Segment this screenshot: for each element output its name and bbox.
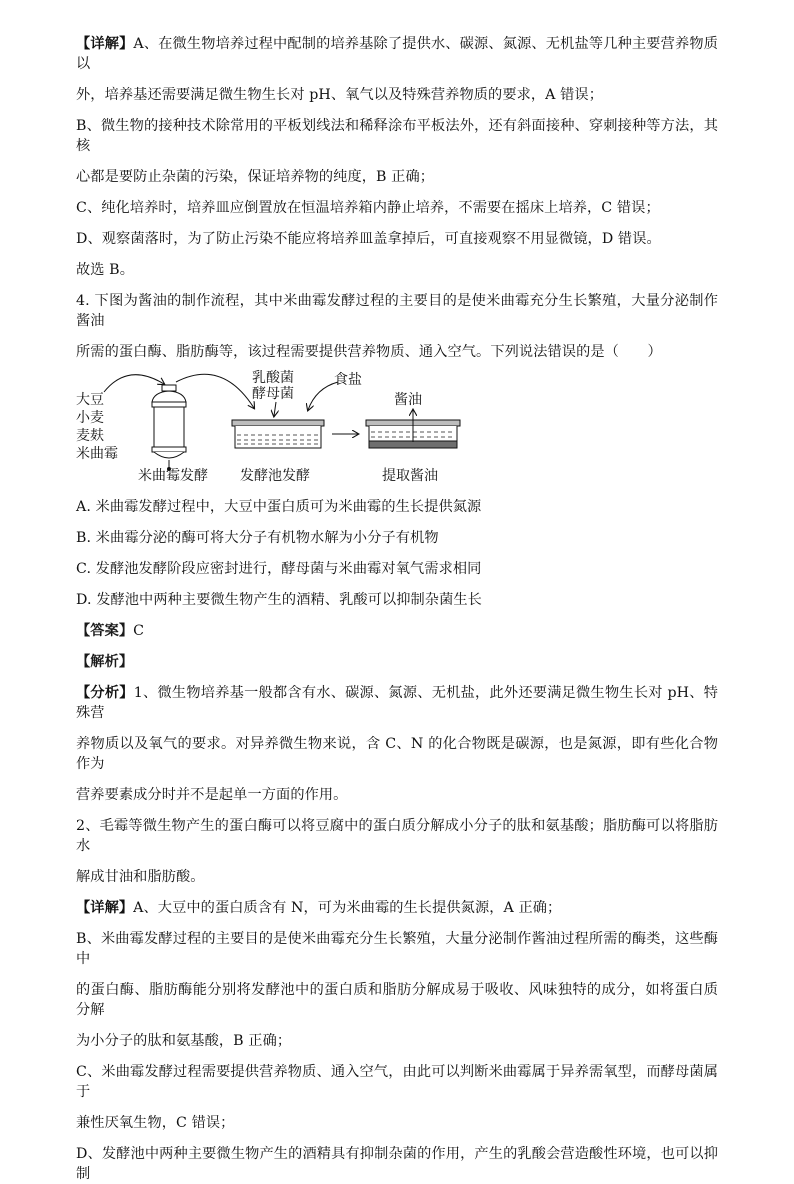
answer-tag: 【答案】 — [76, 623, 134, 639]
option-a: A. 米曲霉发酵过程中，大豆中蛋白质可为米曲霉的生长提供氮源 — [76, 499, 482, 515]
detail-tag: 【详解】 — [76, 900, 134, 916]
answer-line — [76, 621, 718, 641]
ingredients-list — [76, 391, 118, 463]
detail-c — [76, 1062, 718, 1133]
text-line: 养物质以及氧气的要求。对异养微生物来说，含 C、N 的化合物既是碳源，也是氮源，即有些化合物作为 — [76, 736, 718, 772]
text-line: 兼性厌氧生物，C 错误； — [76, 1115, 235, 1131]
text-line: A、在微生物培养过程中配制的培养基除了提供水、碳源、氮源、无机盐等几种主要营养物质以 — [76, 36, 718, 72]
detail-tag: 【详解】 — [76, 36, 134, 52]
arrow-to-fermenter — [104, 375, 164, 392]
explanation-paragraph-b — [76, 116, 718, 187]
arrow-microbes — [274, 402, 276, 416]
text-line: 解成甘油和脂肪酸。 — [76, 869, 205, 885]
text-line: A、大豆中的蛋白质含有 N，可为米曲霉的生长提供氮源，A 正确； — [133, 900, 562, 916]
fermenter-icon — [152, 385, 186, 471]
analysis-tag: 【分析】 — [76, 685, 134, 701]
conclusion-line: 故选 B。 — [76, 262, 134, 278]
text-line: 的蛋白酶、脂肪酶能分别将发酵池中的蛋白质和脂肪分解成易于吸收、风味独特的成分，如将蛋白质分解 — [76, 982, 718, 1018]
ingredient-label: 米曲霉 — [76, 446, 118, 462]
text-line: 1、微生物培养基一般都含有水、碳源、氮源、无机盐，此外还要满足微生物生长对 pH、特殊营 — [76, 685, 718, 721]
microbe-label-yeast: 酵母菌 — [252, 386, 294, 402]
option-d: D. 发酵池中两种主要微生物产生的酒精、乳酸可以抑制杂菌生长 — [76, 592, 482, 608]
detail-d — [76, 1144, 718, 1184]
explanation-paragraph-c: C、纯化培养时，培养皿应倒置放在恒温培养箱内静止培养，不需要在摇床上培养，C 错误； — [76, 200, 660, 216]
explanation-paragraph-a — [76, 34, 718, 105]
text-line: C、米曲霉发酵过程需要提供营养物质、通入空气，由此可以判断米曲霉属于异养需氧型，而酵母菌属于 — [76, 1064, 718, 1100]
soy-sauce-label: 酱油 — [394, 392, 422, 408]
text-line: 2、毛霉等微生物产生的蛋白酶可以将豆腐中的蛋白质分解成小分子的肽和氨基酸；脂肪酶可以将脂肪水 — [76, 818, 718, 854]
text-line: 营养要素成分时并不是起单一方面的作用。 — [76, 787, 348, 803]
ingredient-label: 大豆 — [76, 392, 104, 408]
answer-options — [76, 497, 718, 610]
step-label-extract: 提取酱油 — [382, 468, 438, 484]
ingredient-label: 麦麸 — [76, 428, 104, 444]
step-label-koji: 米曲霉发酵 — [138, 468, 208, 484]
analysis-point-2 — [76, 816, 718, 887]
option-c: C. 发酵池发酵阶段应密封进行，酵母菌与米曲霉对氧气需求相同 — [76, 561, 482, 577]
analysis-point-1 — [76, 683, 718, 805]
ingredient-label: 小麦 — [76, 410, 104, 426]
explanation-paragraph-d: D、观察菌落时，为了防止污染不能应将培养皿盖拿掉后，可直接观察不用显微镜，D 错误。 — [76, 231, 661, 247]
analysis-heading: 【解析】 — [76, 654, 134, 670]
salt-label: 食盐 — [334, 372, 362, 388]
detail-a — [76, 898, 718, 918]
question-stem-line: 所需的蛋白酶、脂肪酶等，该过程需要提供营养物质、通入空气。下列说法错误的是（ ） — [76, 344, 662, 360]
text-line: 外，培养基还需要满足微生物生长对 pH、氧气以及特殊营养物质的要求，A 错误； — [76, 87, 603, 103]
question-4 — [76, 291, 718, 362]
extraction-tank-icon — [366, 410, 460, 448]
detail-b — [76, 929, 718, 1051]
text-line: 为小分子的肽和氨基酸，B 正确； — [76, 1033, 292, 1049]
option-b: B. 米曲霉分泌的酶可将大分子有机物水解为小分子有机物 — [76, 530, 439, 546]
fermentation-pool-icon — [232, 420, 324, 448]
text-line: 心都是要防止杂菌的污染，保证培养物的纯度，B 正确； — [76, 169, 435, 185]
text-line: D、发酵池中两种主要微生物产生的酒精具有抑制杂菌的作用，产生的乳酸会营造酸性环境，也可以抑制 — [76, 1146, 718, 1182]
text-line: B、微生物的接种技术除常用的平板划线法和稀释涂布平板法外，还有斜面接种、穿刺接种等方法，其核 — [76, 118, 718, 154]
answer-value: C — [133, 623, 145, 639]
soy-sauce-process-diagram — [76, 368, 496, 486]
step-label-pool: 发酵池发酵 — [240, 468, 310, 484]
question-stem-line: 4. 下图为酱油的制作流程，其中米曲霉发酵过程的主要目的是使米曲霉充分生长繁殖，大量分泌制作酱油 — [76, 293, 718, 329]
microbe-label-lactic: 乳酸菌 — [252, 370, 294, 386]
text-line: B、米曲霉发酵过程的主要目的是使米曲霉充分生长繁殖，大量分泌制作酱油过程所需的酶类，这些酶中 — [76, 931, 718, 967]
document-page — [76, 34, 718, 1184]
arrow-to-pool — [176, 374, 254, 408]
